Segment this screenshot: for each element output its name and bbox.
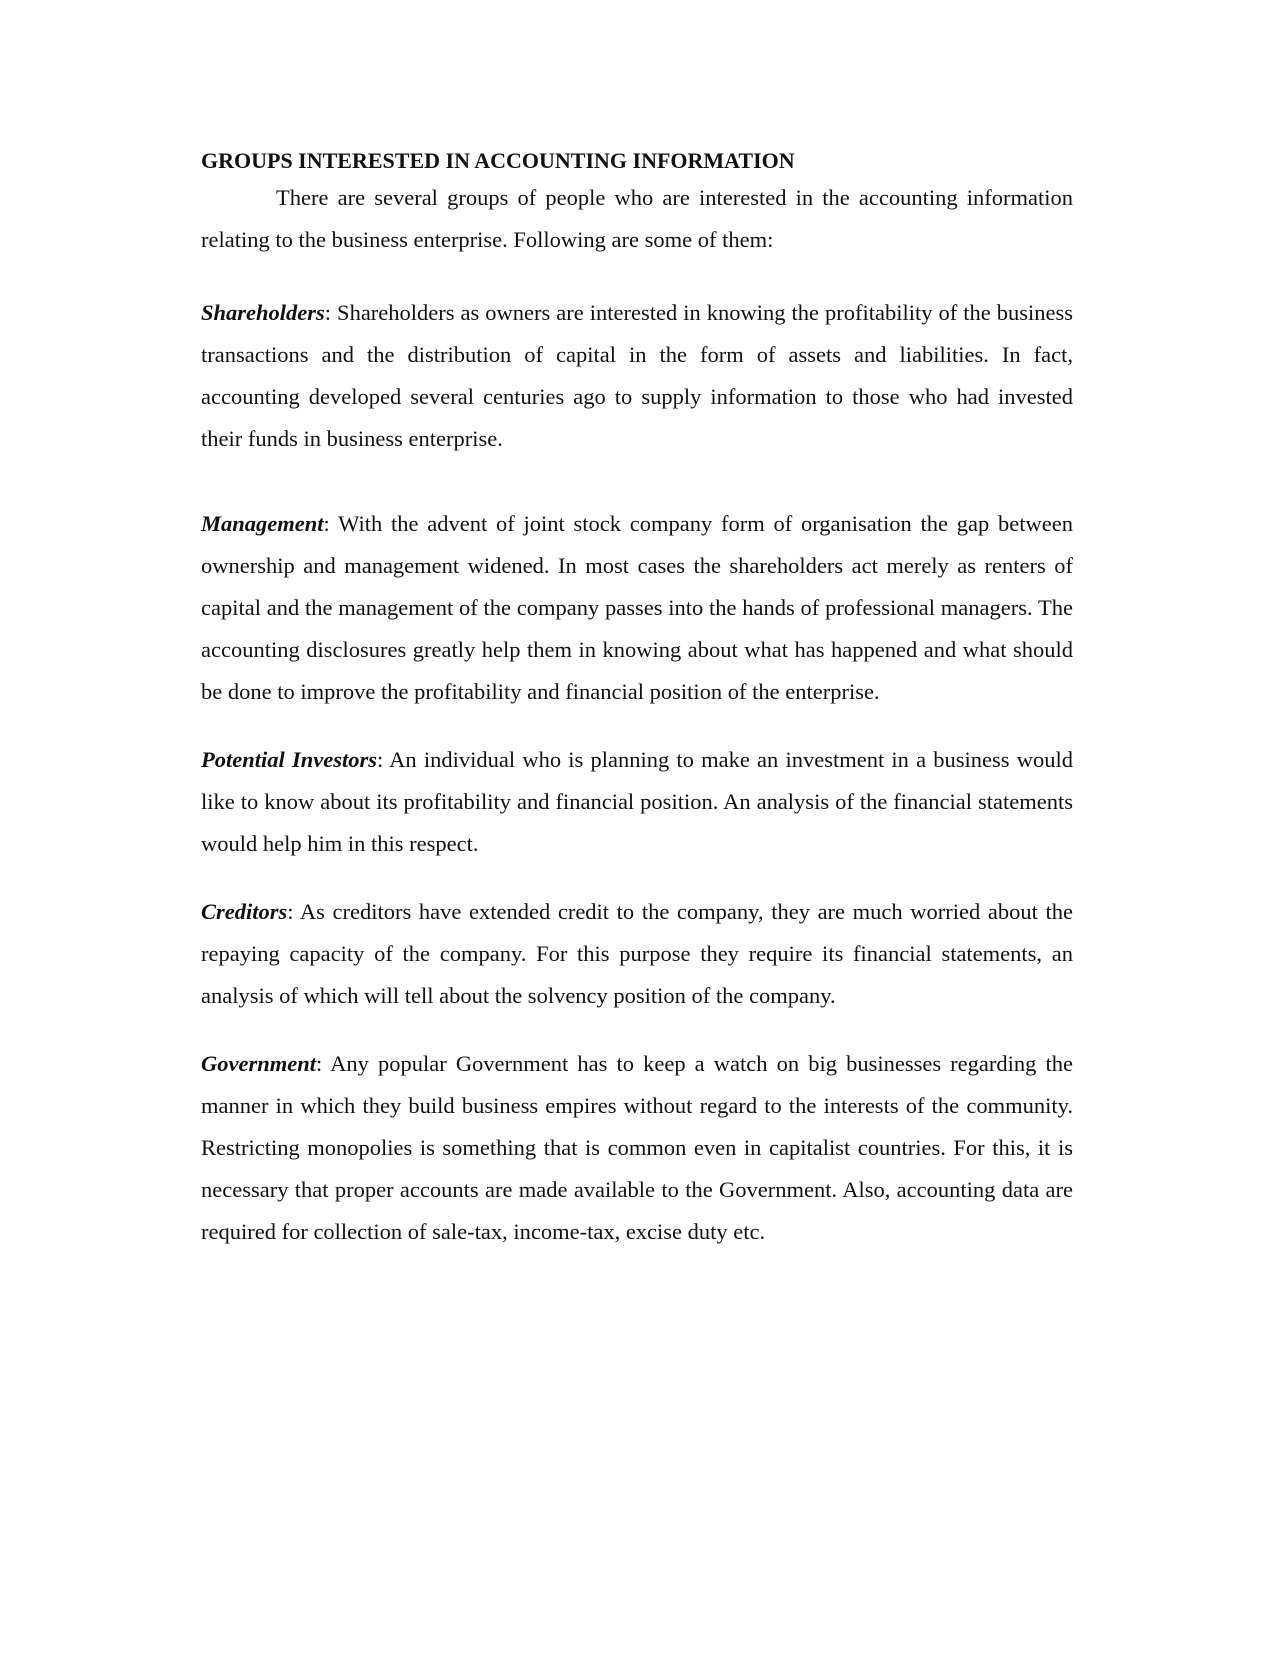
section-potential-investors [201,739,1073,865]
section-term: Government [201,1051,316,1076]
section-term: Potential Investors [201,747,377,772]
section-government [201,1043,1073,1253]
section-body: : An individual who is planning to make an investment in a business would like to know about its profitability and financial position. An analysis of the financial statements would help him in this respect. [201,747,1074,856]
section-term: Creditors [201,899,288,924]
section-term: Management [201,511,324,536]
intro-paragraph: There are several groups of people who are interested in the accounting information relating to the business enterprise. Following are some of them: [201,185,1073,252]
document-page [201,147,1073,1253]
section-body: : Shareholders as owners are interested in knowing the profitability of the business transactions and the distribution of capital in the form of assets and liabilities. In fact, accounting developed several centuries ago to supply information to those who had invested their funds in business enterprise. [201,300,1073,451]
section-creditors [201,891,1073,1017]
section-management [201,503,1073,713]
section-body: : With the advent of joint stock company form of organisation the gap between ownership and management widened. In most cases the shareholders act merely as renters of capital and the management of the company passes into the hands of professional managers. The accounting disclosures greatly help them in knowing about what has happened and what should be done to improve the profitability and financial position of the enterprise. [201,511,1073,704]
section-body: : As creditors have extended credit to the company, they are much worried about the repaying capacity of the company. For this purpose they require its financial statements, an analysis of which will tell about the solvency position of the company. [201,899,1073,1008]
section-shareholders [201,292,1073,460]
section-body: : Any popular Government has to keep a watch on big businesses regarding the manner in which they build business empires without regard to the interests of the community. Restricting monopolies is something that is common even in capitalist countries. For this, it is necessary that proper accounts are made available to the Government. Also, accounting data are required for collection of sale-tax, income-tax, excise duty etc. [201,1051,1073,1244]
section-term: Shareholders [201,300,325,325]
page-title: GROUPS INTERESTED IN ACCOUNTING INFORMATION [201,148,795,173]
